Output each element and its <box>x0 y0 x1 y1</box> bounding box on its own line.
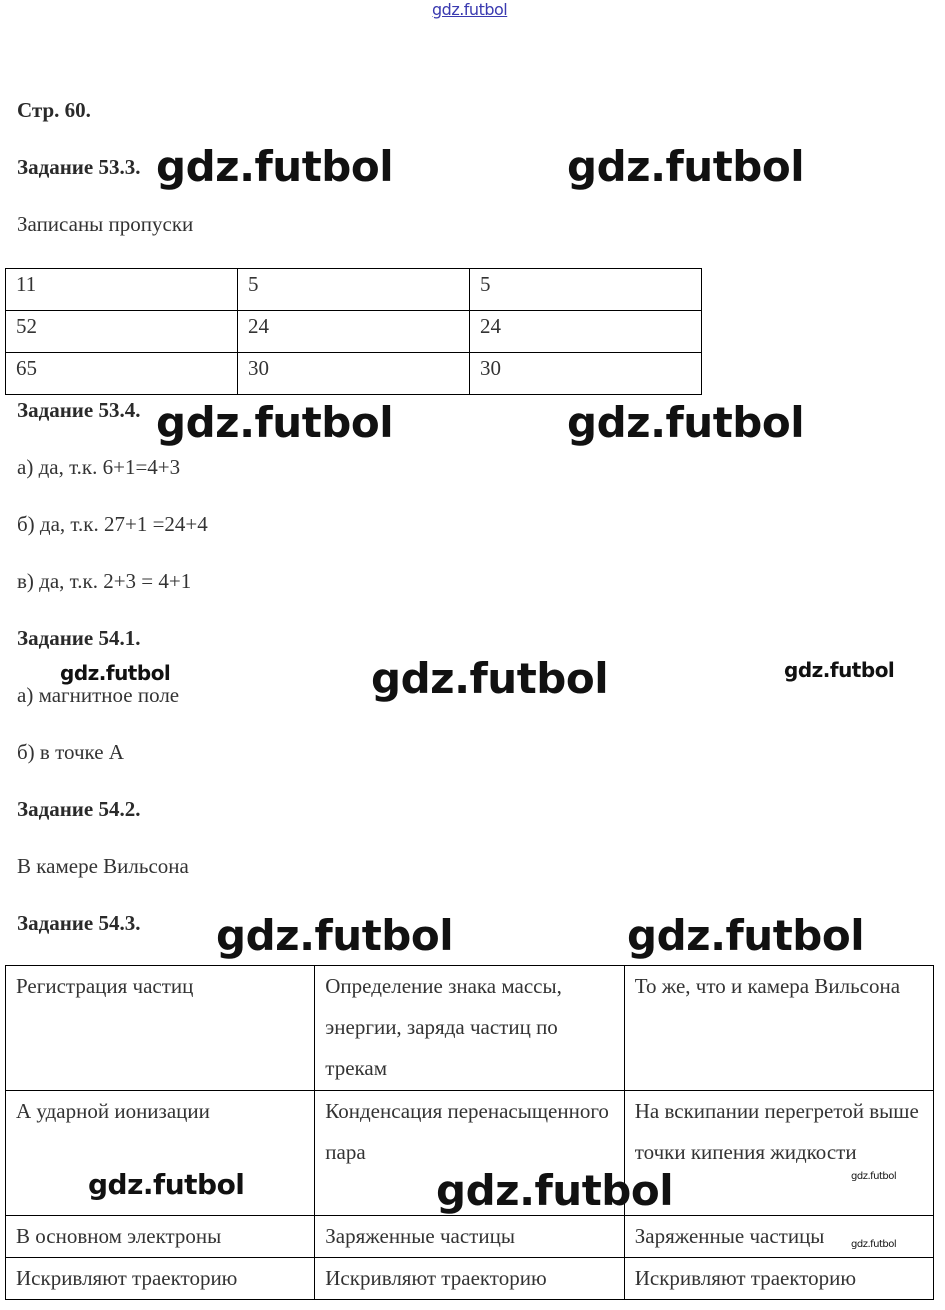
task-54-1-answer-b: б) в точке А <box>17 740 124 764</box>
watermark: gdz.futbol <box>436 1166 674 1215</box>
table-cell: Заряженные частицы <box>634 1224 825 1248</box>
table-cell: 30 <box>480 356 501 380</box>
task-54-3-heading: Задание 54.3. <box>17 911 141 935</box>
watermark: gdz.futbol <box>851 1171 897 1182</box>
table-row <box>6 269 702 311</box>
table-row <box>6 966 934 1091</box>
task-54-3-table <box>5 965 934 1300</box>
table-row <box>6 311 702 353</box>
watermark: gdz.futbol <box>567 142 805 191</box>
task-53-4-answer-c: в) да, т.к. 2+3 = 4+1 <box>17 569 192 593</box>
table-cell: То же, что и камера Вильсона <box>634 974 901 998</box>
watermark: gdz.futbol <box>851 1239 897 1250</box>
task-54-1-heading: Задание 54.1. <box>17 626 141 650</box>
table-cell: На вскипании перегретой выше точки кипения жидкости <box>634 1099 919 1164</box>
table-cell: Конденсация перенасыщенного пара <box>325 1099 609 1164</box>
watermark: gdz.futbol <box>156 398 394 447</box>
watermark: gdz.futbol <box>60 661 171 685</box>
table-cell: Искривляют траекторию <box>16 1266 238 1290</box>
watermark: gdz.futbol <box>627 911 865 960</box>
table-row <box>6 1216 934 1258</box>
table-cell: 5 <box>248 272 259 296</box>
task-53-4-answer-a: а) да, т.к. 6+1=4+3 <box>17 455 181 479</box>
watermark: gdz.futbol <box>216 911 454 960</box>
table-cell: 52 <box>16 314 37 338</box>
table-cell: А ударной ионизации <box>16 1099 210 1123</box>
watermark: gdz.futbol <box>784 658 895 682</box>
watermark: gdz.futbol <box>156 142 394 191</box>
table-cell: Определение знака массы, энергии, заряда частиц по трекам <box>325 974 562 1080</box>
table-cell: Регистрация частиц <box>16 974 194 998</box>
table-cell: Искривляют траекторию <box>325 1266 547 1290</box>
table-cell: 24 <box>480 314 501 338</box>
table-cell: Заряженные частицы <box>325 1224 515 1248</box>
watermark: gdz.futbol <box>88 1168 245 1201</box>
page-label: Стр. 60. <box>17 98 91 122</box>
task-54-2-heading: Задание 54.2. <box>17 797 141 821</box>
table-cell: Искривляют траекторию <box>634 1266 857 1290</box>
table-row <box>6 1258 934 1300</box>
watermark-top-link[interactable]: gdz.futbol <box>432 0 508 19</box>
table-cell: 24 <box>248 314 269 338</box>
task-53-3-text: Записаны пропуски <box>17 212 194 236</box>
table-cell: В основном электроны <box>16 1224 222 1248</box>
task-53-3-heading: Задание 53.3. <box>17 155 141 179</box>
table-cell: 5 <box>480 272 491 296</box>
watermark: gdz.futbol <box>371 654 609 703</box>
task-54-2-text: В камере Вильсона <box>17 854 189 878</box>
table-cell: 65 <box>16 356 37 380</box>
task-53-3-table <box>5 268 702 395</box>
table-row <box>6 353 702 395</box>
table-cell: 30 <box>248 356 269 380</box>
task-53-4-heading: Задание 53.4. <box>17 398 141 422</box>
table-cell: 11 <box>16 272 37 296</box>
task-54-1-answer-a: а) магнитное поле <box>17 683 180 707</box>
task-53-4-answer-b: б) да, т.к. 27+1 =24+4 <box>17 512 208 536</box>
watermark: gdz.futbol <box>567 398 805 447</box>
